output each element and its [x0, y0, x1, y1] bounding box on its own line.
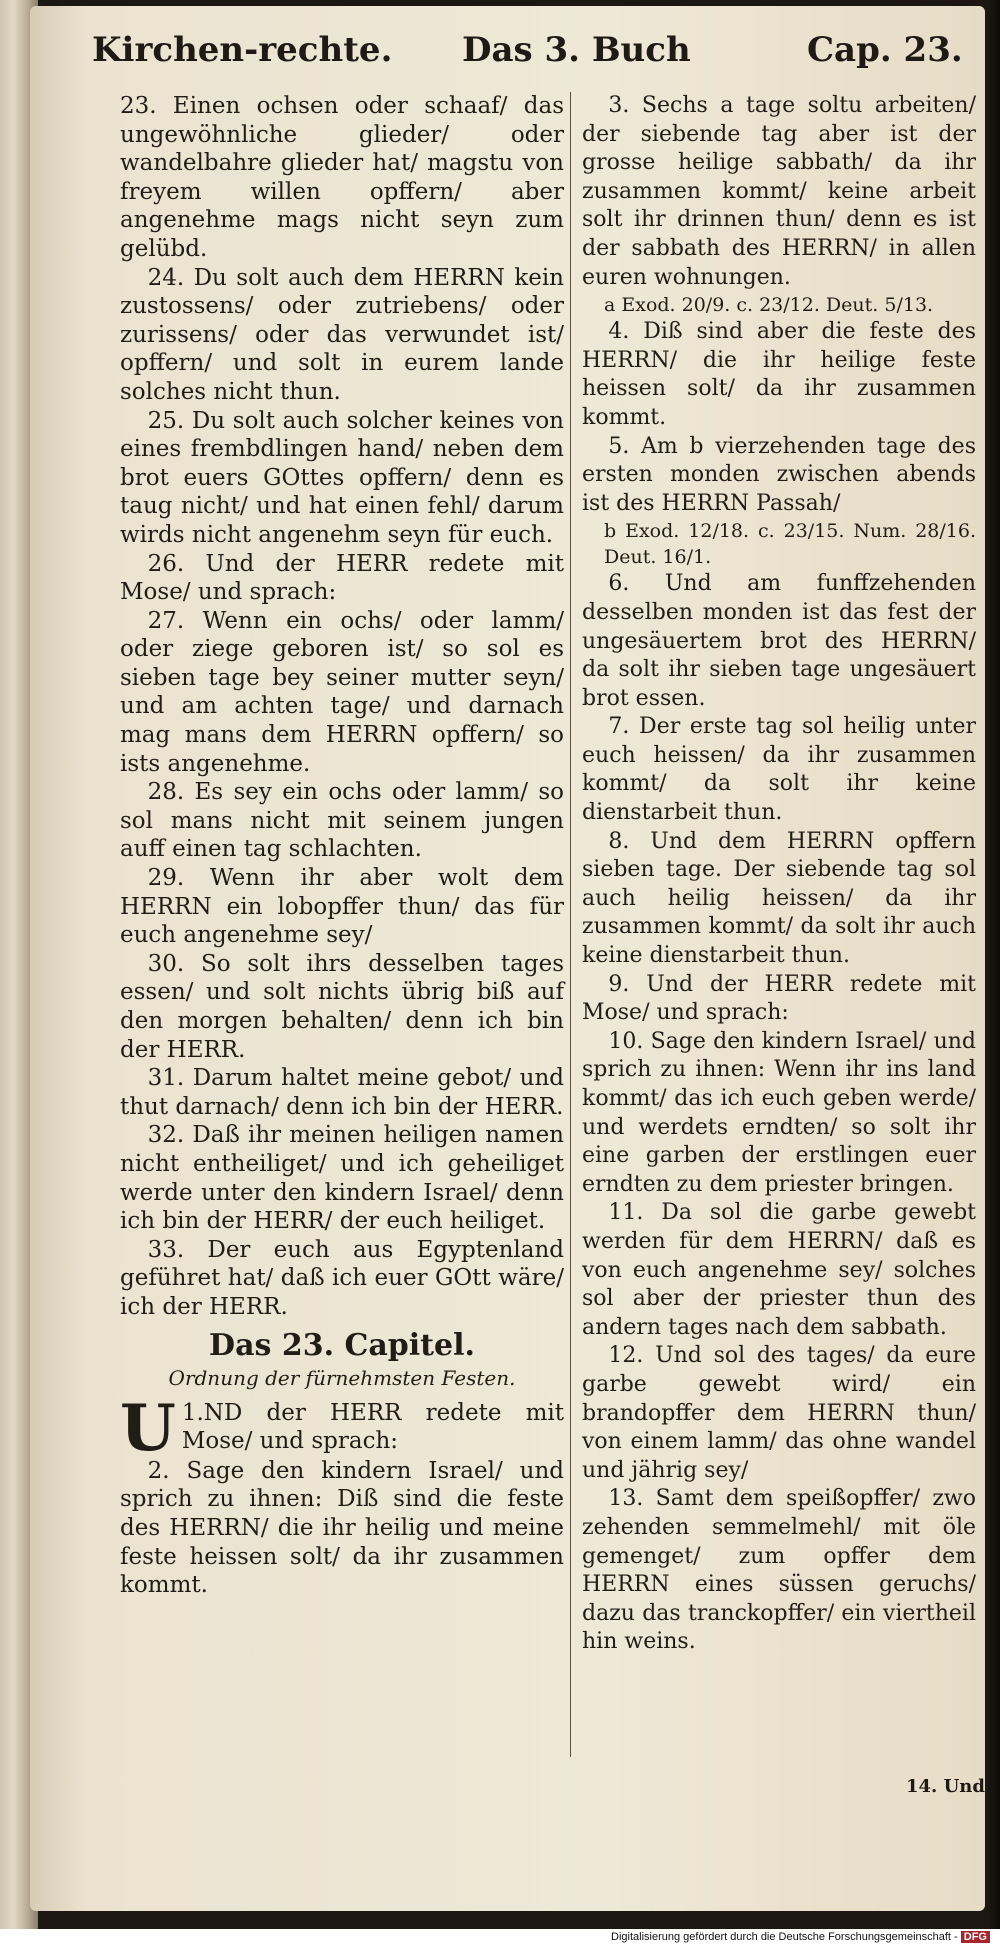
verse: 10. Sage den kindern Israel/ und sprich zu ihnen: Wenn ihr ins land kommt/ das ich euch geben werde/ und werdets erndten/ so solt ihr eine garben der erstlingen euer erndten zu dem priester bringen.: [582, 1028, 976, 1197]
verse: 33. Der euch aus Egyptenland geführet hat/ daß ich euer GOtt wäre/ ich der HERR.: [120, 1236, 564, 1320]
verse-1-text: ND der HERR redete mit Mose/ und sprach:: [181, 1399, 564, 1455]
verse: 13. Samt dem speißopffer/ zwo zehenden semmelmehl/ mit öle gemenget/ zum opffer dem HERRN eines süssen geruchs/ dazu das tranckopffer/ ein viertheil hin weins.: [582, 1486, 976, 1655]
verse-2: 2. Sage den kindern Israel/ und sprich zu ihnen: Diß sind die feste des HERRN/ die ihr heilig und meine feste heissen solt/ da ihr zusammen kommt.: [120, 1457, 564, 1599]
page-edge: [986, 0, 1000, 1947]
cross-reference-a: a Exod. 20/9. c. 23/12. Deut. 5/13.: [604, 294, 934, 317]
footer-credit: [611, 1931, 990, 1943]
verse: 9. Und der HERR redete mit Mose/ und sprach:: [582, 971, 976, 1026]
verse-4: 4. Diß sind aber die feste des HERRN/ die ihr heilige feste heissen solt/ da ihr zusammen kommt.: [582, 319, 976, 430]
verse: 25. Du solt auch solcher keines von eines frembdlingen hand/ neben dem brot euers GOttes opffern/ denn es taug nicht/ und hat einen fehl/ darum wirds nicht angenehm seyn für euch.: [120, 407, 564, 548]
column-divider: [570, 92, 571, 1757]
verse: 31. Darum haltet meine gebot/ und thut darnach/ denn ich bin der HERR.: [120, 1065, 564, 1120]
cross-reference-b: b Exod. 12/18. c. 23/15. Num. 28/16. Deut. 16/1.: [604, 520, 976, 569]
chapter-summary: Ordnung der fürnehmsten Festen.: [168, 1366, 516, 1391]
verse: 12. Und sol des tages/ da eure garbe gewebt wird/ ein brandopffer dem HERRN thun/ von einem lamm/ das ohne wandel und jährig sey/: [582, 1343, 976, 1483]
left-column: [120, 92, 564, 1600]
verse: 23. Einen ochsen oder schaaf/ das ungewöhnliche glieder/ oder wandelbahre glieder hat/ magstu von freyem willen opffern/ aber angenehme mags nicht seyn zum gelübd.: [120, 93, 564, 262]
catchword: 14. Und: [906, 1776, 985, 1797]
footer-bar: [0, 1929, 1000, 1947]
verse-5: 5. Am b vierzehenden tage des ersten monden zwischen abends ist des HERRN Passah/: [582, 433, 976, 516]
verse: 29. Wenn ihr aber wolt dem HERRN ein lobopffer thun/ das für euch angenehme sey/: [120, 865, 564, 949]
chapter-title: Das 23. Capitel.: [209, 1327, 475, 1363]
verse: 24. Du solt auch dem HERRN kein zustossens/ oder zutriebens/ oder zurissens/ oder das verwundet ist/ opffern/ und solt in eurem lande solches nicht thun.: [120, 264, 564, 405]
verse-3: 3. Sechs a tage soltu arbeiten/ der siebende tag aber ist der grosse heilige sabbath/ da ihr zusammen kommt/ keine arbeit solt ihr drinnen thun/ denn es ist der sabbath des HERRN/ in allen euren wohnungen.: [582, 93, 976, 290]
verse: 26. Und der HERR redete mit Mose/ und sprach:: [120, 550, 564, 606]
dfg-logo: DFG: [961, 1931, 990, 1943]
verse-1-number: 1.: [181, 1399, 204, 1426]
verse: 7. Der erste tag sol heilig unter euch heissen/ da ihr zusammen kommt/ da solt ihr keine dienstarbeit thun.: [582, 714, 976, 826]
footer-text: Digitalisierung gefördert durch die Deutsche Forschungsgemeinschaft -: [611, 1931, 958, 1943]
verse: 27. Wenn ein ochs/ oder lamm/ oder ziege geboren ist/ so sol es sieben tage bey seiner mutter seyn/ und am achten tage/ und darnach mag mans dem HERRN opffern/ so ists angenehme.: [120, 607, 564, 777]
right-column: [582, 92, 976, 1657]
verse: 11. Da sol die garbe gewebt werden für dem HERRN/ daß es von euch angenehme sey/ solches sol aber der priester thun des andern tages nach dem sabbath.: [582, 1200, 976, 1340]
verse: 28. Es sey ein ochs oder lamm/ so sol mans nicht mit seinem jungen auff einen tag schlachten.: [120, 779, 564, 863]
header-left: Kirchen-rechte.: [92, 30, 393, 70]
header-right: Cap. 23.: [807, 30, 963, 70]
running-header: [82, 30, 962, 86]
header-center: Das 3. Buch: [462, 30, 691, 70]
verse: 6. Und am funffzehenden desselben monden ist das fest der ungesäuertem brot des HERRN/ da solt ihr sieben tage ungesäuert brot essen.: [582, 571, 976, 711]
verse: 8. Und dem HERRN opffern sieben tage. Der siebende tag sol auch heilig heissen/ da ihr zusammen kommt/ da solt ihr auch keine dienstarbeit thun.: [582, 828, 976, 969]
verse-1: [120, 1390, 564, 1466]
verse: 32. Daß ihr meinen heiligen namen nicht entheiliget/ und ich geheiliget werde unter den kindern Israel/ denn ich bin der HERR/ der euch heiliget.: [120, 1122, 564, 1235]
drop-cap: U: [120, 1390, 176, 1466]
verse: 30. So solt ihrs desselben tages essen/ und solt nichts übrig biß auf den morgen behalten/ denn ich bin der HERR.: [120, 950, 564, 1063]
